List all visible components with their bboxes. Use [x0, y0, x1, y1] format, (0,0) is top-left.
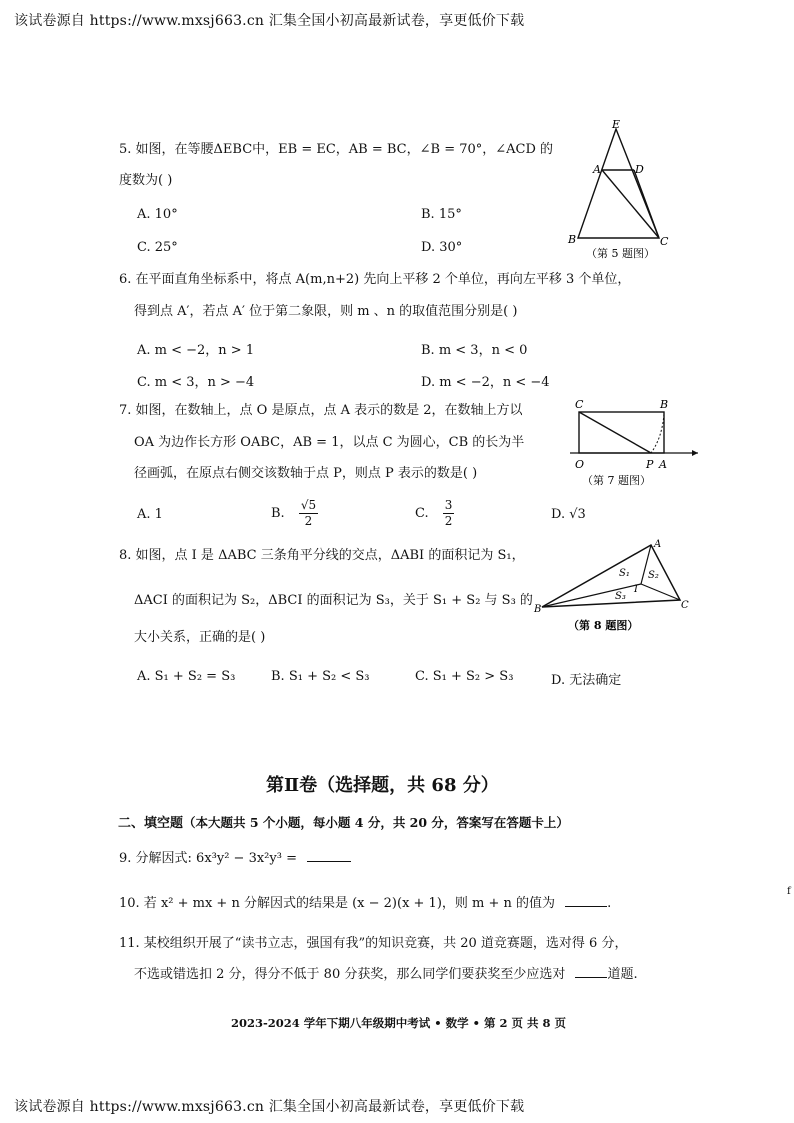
- margin-mark: f: [787, 886, 791, 897]
- q8-segment-bi: [542, 584, 641, 607]
- q5-segment-dc: [634, 170, 659, 238]
- q7-figure-caption: （第 7 题图）: [582, 474, 651, 487]
- q7-option-c-denominator: 2: [444, 514, 453, 528]
- q10-answer-blank: [565, 906, 607, 907]
- page-footer: 2023-2024 学年下期八年级期中考试 • 数学 • 第 2 页 共 8 页: [231, 1016, 567, 1030]
- q8-segment-ci: [641, 584, 680, 600]
- q5-label-c: C: [660, 235, 669, 248]
- q5-figure: [560, 118, 670, 260]
- q5-triangle-ebc: [578, 129, 659, 238]
- section-2-heading: [118, 812, 569, 831]
- q5-option-d: D. 30°: [421, 240, 463, 255]
- top-source-banner: 该试卷源自 https://www.mxsj663.cn 汇集全国小初高最新试卷，享更低价下载: [14, 13, 525, 29]
- q9-text: 9. 分解因式: 6x³y² − 3x²y³ =: [119, 851, 297, 866]
- q6-option-b: B. m < 3，n < 0: [421, 343, 528, 358]
- q8-stem-line1: 8. 如图，点 I 是 ΔABC 三条角平分线的交点，ΔABI 的面积记为 S₁，: [119, 548, 525, 563]
- q7-option-c-numerator: 3: [444, 498, 453, 512]
- q5-label-b: B: [568, 233, 577, 246]
- section-2-heading-label: 二、填空题: [118, 816, 184, 831]
- q8-option-c: C. S₁ + S₂ > S₃: [415, 669, 514, 684]
- q9-answer-blank: [307, 861, 351, 862]
- q7-label-o: O: [575, 458, 585, 471]
- q8-label-a: A: [654, 539, 662, 550]
- q7-option-c-fraction: [443, 498, 455, 529]
- q5-label-e: E: [612, 118, 621, 131]
- q8-option-a: A. S₁ + S₂ = S₃: [137, 669, 236, 684]
- q7-stem-line2: OA 为边作长方形 OABC，AB = 1，以点 C 为圆心，CB 的长为半: [134, 435, 525, 450]
- q5-figure-caption: （第 5 题图）: [586, 247, 655, 260]
- q8-label-b: B: [534, 604, 542, 615]
- q8-label-i: I: [634, 584, 638, 595]
- q5-option-b: B. 15°: [421, 207, 462, 222]
- q7-option-b-numerator: √5: [300, 498, 317, 512]
- q11-tail: 道题.: [607, 967, 638, 982]
- q8-option-d: D. 无法确定: [551, 673, 622, 688]
- q8-label-c: C: [681, 600, 689, 611]
- q8-label-s1: S₁: [619, 568, 630, 579]
- q7-segment-cp: [579, 412, 651, 453]
- q7-arc: [651, 414, 664, 453]
- q6-option-d: D. m < −2，n < −4: [421, 375, 550, 390]
- q5-segment-ac: [602, 170, 659, 238]
- bottom-source-banner: 该试卷源自 https://www.mxsj663.cn 汇集全国小初高最新试卷，享更低价下载: [14, 1099, 525, 1115]
- q5-stem-line1: 5. 如图，在等腰ΔEBC中，EB = EC，AB = BC，∠B = 70°，∠ACD 的: [119, 142, 554, 157]
- q5-stem-line2: 度数为( ): [119, 173, 173, 188]
- q7-option-c: [415, 498, 454, 529]
- q8-option-b: B. S₁ + S₂ < S₃: [271, 669, 370, 684]
- q7-option-d: D. √3: [551, 507, 586, 522]
- q11-text: 不选或错选扣 2 分，得分不低于 80 分获奖，那么同学们要获奖至少应选对: [134, 967, 566, 982]
- q5-option-c: C. 25°: [137, 240, 178, 255]
- q10-line: [119, 897, 611, 910]
- q5-option-a: A. 10°: [137, 207, 178, 222]
- section-2-title: 第Ⅱ卷（选择题，共 68 分）: [266, 775, 499, 796]
- q7-axis-arrow: [692, 450, 698, 456]
- section-2-heading-instructions: （本大题共 5 个小题，每小题 4 分，共 20 分，答案写在答题卡上）: [183, 815, 569, 830]
- q9-line: [119, 852, 351, 865]
- q7-option-b-denominator: 2: [304, 514, 313, 528]
- q10-tail: .: [607, 896, 612, 911]
- q7-label-a: A: [659, 458, 667, 471]
- q7-label-b: B: [660, 398, 669, 411]
- q7-option-a: A. 1: [137, 507, 163, 522]
- q7-option-c-letter: C.: [415, 506, 429, 521]
- q7-stem-line1: 7. 如图，在数轴上，点 O 是原点，点 A 表示的数是 2，在数轴上方以: [119, 403, 523, 418]
- q11-stem-line2: [134, 968, 638, 981]
- q6-stem-line1: 6. 在平面直角坐标系中，将点 A(m,n+2) 先向上平移 2 个单位，再向左平移 3 个单位，: [119, 272, 631, 287]
- q6-stem-line2: 得到点 A′，若点 A′ 位于第二象限，则 m 、n 的取值范围分别是( ): [134, 304, 518, 319]
- q10-text: 10. 若 x² + mx + n 分解因式的结果是 (x − 2)(x + 1)，则 m + n 的值为: [119, 896, 556, 911]
- q6-option-a: A. m < −2，n > 1: [137, 343, 255, 358]
- q5-label-a: A: [593, 163, 601, 176]
- q8-label-s2: S₂: [648, 570, 659, 581]
- q8-figure: [530, 536, 695, 636]
- q11-stem-line1: 11. 某校组织开展了“读书立志，强国有我”的知识竞赛，共 20 道竞赛题，选对得 6 分，: [119, 936, 628, 951]
- q5-label-d: D: [635, 163, 644, 176]
- q7-label-p: P: [646, 458, 654, 471]
- q7-stem-line3: 径画弧，在原点右侧交该数轴于点 P，则点 P 表示的数是( ): [134, 466, 478, 481]
- q7-rectangle-oabc: [579, 412, 664, 453]
- q7-option-b-fraction: [299, 498, 318, 529]
- q6-option-c: C. m < 3，n > −4: [137, 375, 255, 390]
- q7-label-c: C: [575, 398, 584, 411]
- q8-stem-line3: 大小关系，正确的是( ): [134, 630, 266, 645]
- q7-option-b: [271, 498, 318, 529]
- q8-stem-line2: ΔACI 的面积记为 S₂，ΔBCI 的面积记为 S₃，关于 S₁ + S₂ 与 S₃ 的: [134, 593, 533, 608]
- q8-label-s3: S₃: [615, 591, 626, 602]
- q8-figure-caption: （第 8 题图）: [568, 619, 639, 632]
- q8-triangle-abc: [542, 545, 680, 607]
- q7-figure: [566, 396, 700, 490]
- q11-answer-blank: [575, 977, 607, 978]
- q7-option-b-letter: B.: [271, 506, 285, 521]
